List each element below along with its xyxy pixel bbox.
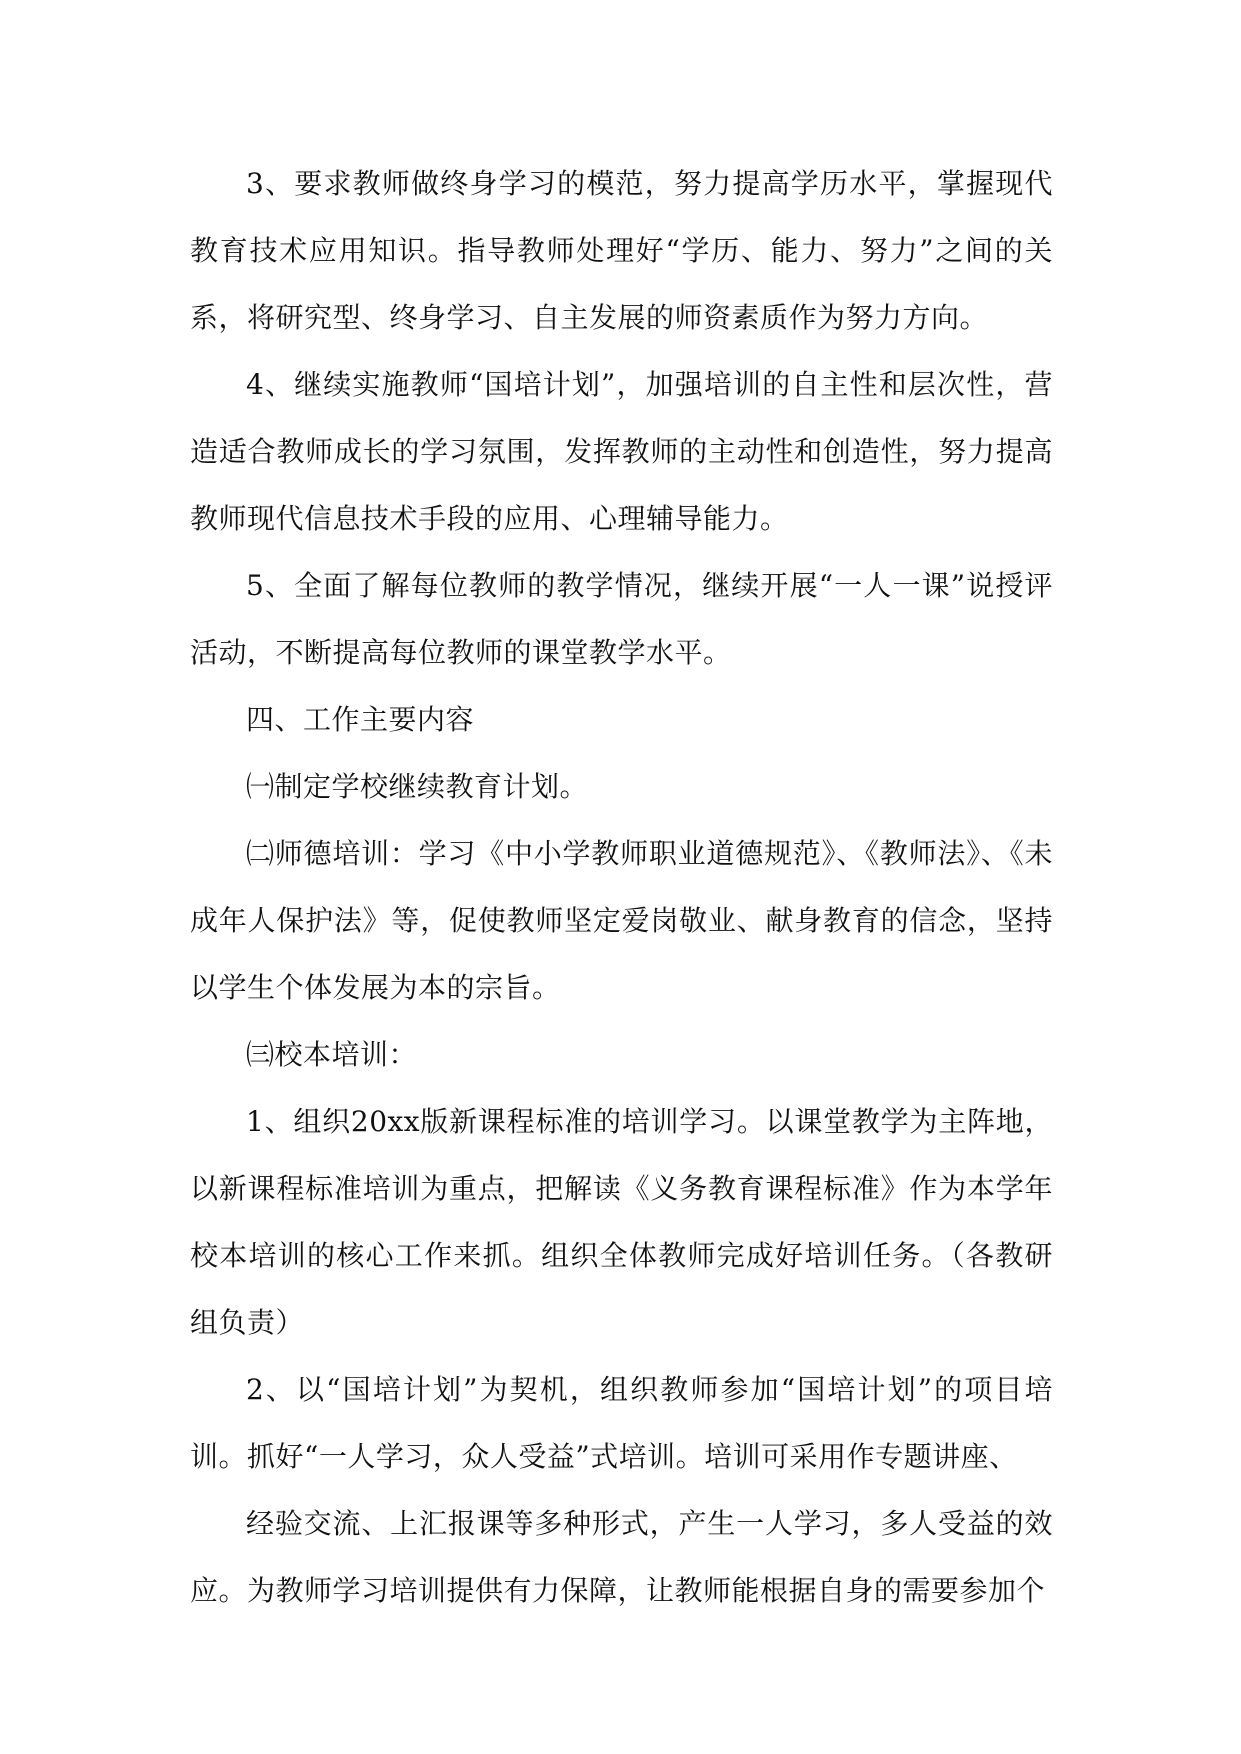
paragraph-goal-3: 3、要求教师做终身学习的模范，努力提高学历水平，掌握现代教育技术应用知识。指导教师处理好“学历、能力、努力”之间的关系，将研究型、终身学习、自主发展的师资素质作为努力方向。 bbox=[190, 167, 1053, 334]
paragraph-item-3: ㈢校本培训： bbox=[246, 1038, 418, 1071]
paragraph-item-1: ㈠制定学校继续教育计划。 bbox=[246, 770, 589, 803]
paragraph-goal-4: 4、继续实施教师“国培计划”，加强培训的自主性和层次性，营造适合教师成长的学习氛围，发挥教师的主动性和创造性，努力提高教师现代信息技术手段的应用、心理辅导能力。 bbox=[190, 368, 1053, 535]
section-heading-main-content: 四、工作主要内容 bbox=[246, 703, 475, 736]
paragraph-training-2: 2、以“国培计划”为契机，组织教师参加“国培计划”的项目培训。抓好“一人学习，众人受益”式培训。培训可采用作专题讲座、 bbox=[190, 1373, 1053, 1473]
paragraph-goal-5: 5、全面了解每位教师的教学情况，继续开展“一人一课”说授评活动，不断提高每位教师的课堂教学水平。 bbox=[190, 569, 1053, 669]
paragraph-item-2: ㈡师德培训：学习《中小学教师职业道德规范》、《教师法》、《未成年人保护法》等，促使教师坚定爱岗敬业、献身教育的信念，坚持以学生个体发展为本的宗旨。 bbox=[190, 837, 1053, 1004]
paragraph-training-2-continued: 经验交流、上汇报课等多种形式，产生一人学习，多人受益的效应。为教师学习培训提供有力保障，让教师能根据自身的需要参加个 bbox=[190, 1507, 1053, 1607]
paragraph-training-1: 1、组织20xx版新课程标准的培训学习。以课堂教学为主阵地，以新课程标准培训为重点，把解读《义务教育课程标准》作为本学年校本培训的核心工作来抓。组织全体教师完成好培训任务。（各教研组负责） bbox=[190, 1105, 1053, 1339]
